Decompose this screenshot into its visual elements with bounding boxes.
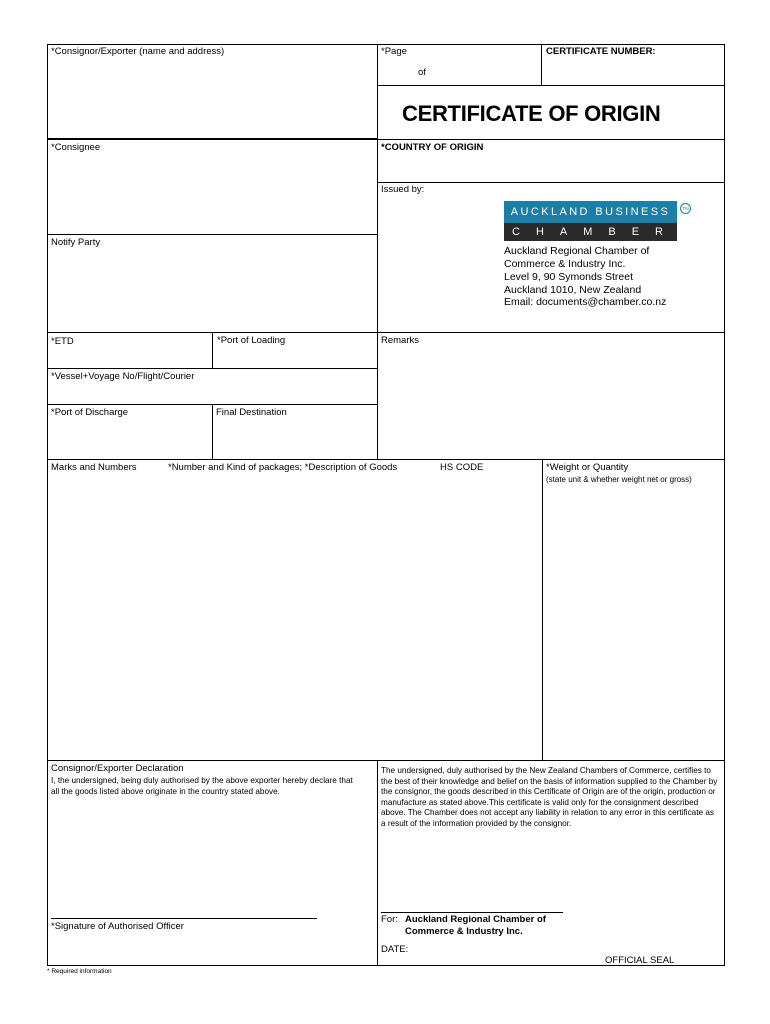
signature-line bbox=[51, 918, 317, 919]
for-name-line2: Commerce & Industry Inc. bbox=[405, 926, 523, 937]
vessel-label: *Vessel+Voyage No/Flight/Courier bbox=[51, 371, 195, 382]
issuer-email: Email: documents@chamber.co.nz bbox=[504, 296, 667, 308]
issuer-address-line: Auckland 1010, New Zealand bbox=[504, 284, 642, 296]
signature-label: *Signature of Authorised Officer bbox=[51, 921, 184, 932]
page-of-label: of bbox=[418, 67, 426, 78]
page-title: CERTIFICATE OF ORIGIN bbox=[402, 101, 661, 126]
official-seal-label: OFFICIAL SEAL bbox=[605, 955, 675, 966]
required-note: * Required information bbox=[47, 968, 112, 975]
issuer-address-line: Level 9, 90 Symonds Street bbox=[504, 271, 633, 283]
marks-label: Marks and Numbers bbox=[51, 462, 137, 473]
consignee-label: *Consignee bbox=[51, 142, 101, 153]
weight-label: *Weight or Quantity bbox=[546, 462, 629, 473]
declaration-text: I, the undersigned, being duly authorised by the above exporter hereby declare that all the goods listed above originate in the country stated above. bbox=[51, 776, 353, 796]
notify-party-box[interactable] bbox=[47, 234, 378, 333]
chamber-signature-line bbox=[381, 912, 563, 913]
port-of-discharge-label: *Port of Discharge bbox=[51, 407, 129, 418]
goods-description-box[interactable] bbox=[47, 459, 543, 761]
port-of-loading-label: *Port of Loading bbox=[217, 335, 286, 346]
weight-box[interactable] bbox=[542, 459, 725, 761]
issued-by-label: Issued by: bbox=[381, 184, 425, 195]
country-of-origin-label: *COUNTRY OF ORIGIN bbox=[381, 142, 484, 153]
final-destination-label: Final Destination bbox=[216, 407, 287, 418]
chamber-certification-text: The undersigned, duly authorised by the New Zealand Chambers of Commerce, certifies to the best of their knowledge and belief on the basis of information supplied to the Chamber by the consignor, the goods described in this Certificate of Origin are of the origin, production or manufacture as stated above.This certificate is valid only for the consignment described above. The Chamber does not accept any liability in relation to any error in this certificate as a result of the information provided by the consignor. bbox=[381, 766, 718, 828]
page-label: *Page bbox=[381, 46, 407, 57]
for-name-line1: Auckland Regional Chamber of bbox=[405, 914, 546, 925]
for-label: For: bbox=[381, 914, 398, 925]
chamber-logo-bottom: CHAMBER bbox=[504, 223, 677, 241]
trademark-icon: TM bbox=[680, 203, 691, 214]
remarks-box[interactable] bbox=[377, 332, 725, 460]
official-seal-line bbox=[600, 965, 690, 966]
packages-label: *Number and Kind of packages; *Description of Goods bbox=[168, 462, 398, 473]
declaration-title: Consignor/Exporter Declaration bbox=[51, 763, 184, 774]
chamber-logo-top: AUCKLAND BUSINESS bbox=[504, 201, 677, 223]
remarks-label: Remarks bbox=[381, 335, 420, 346]
hs-code-label: HS CODE bbox=[440, 462, 484, 473]
date-label: DATE: bbox=[381, 944, 409, 955]
consignee-box[interactable] bbox=[47, 139, 378, 235]
consignor-box[interactable] bbox=[47, 44, 378, 139]
issuer-address-line: Commerce & Industry Inc. bbox=[504, 258, 626, 270]
weight-sub-label: (state unit & whether weight net or gross) bbox=[546, 475, 692, 484]
consignor-label: *Consignor/Exporter (name and address) bbox=[51, 46, 225, 57]
etd-label: *ETD bbox=[51, 336, 74, 347]
notify-party-label: Notify Party bbox=[51, 237, 101, 248]
certificate-number-label: CERTIFICATE NUMBER: bbox=[546, 46, 656, 57]
issuer-address-line: Auckland Regional Chamber of bbox=[504, 245, 650, 257]
